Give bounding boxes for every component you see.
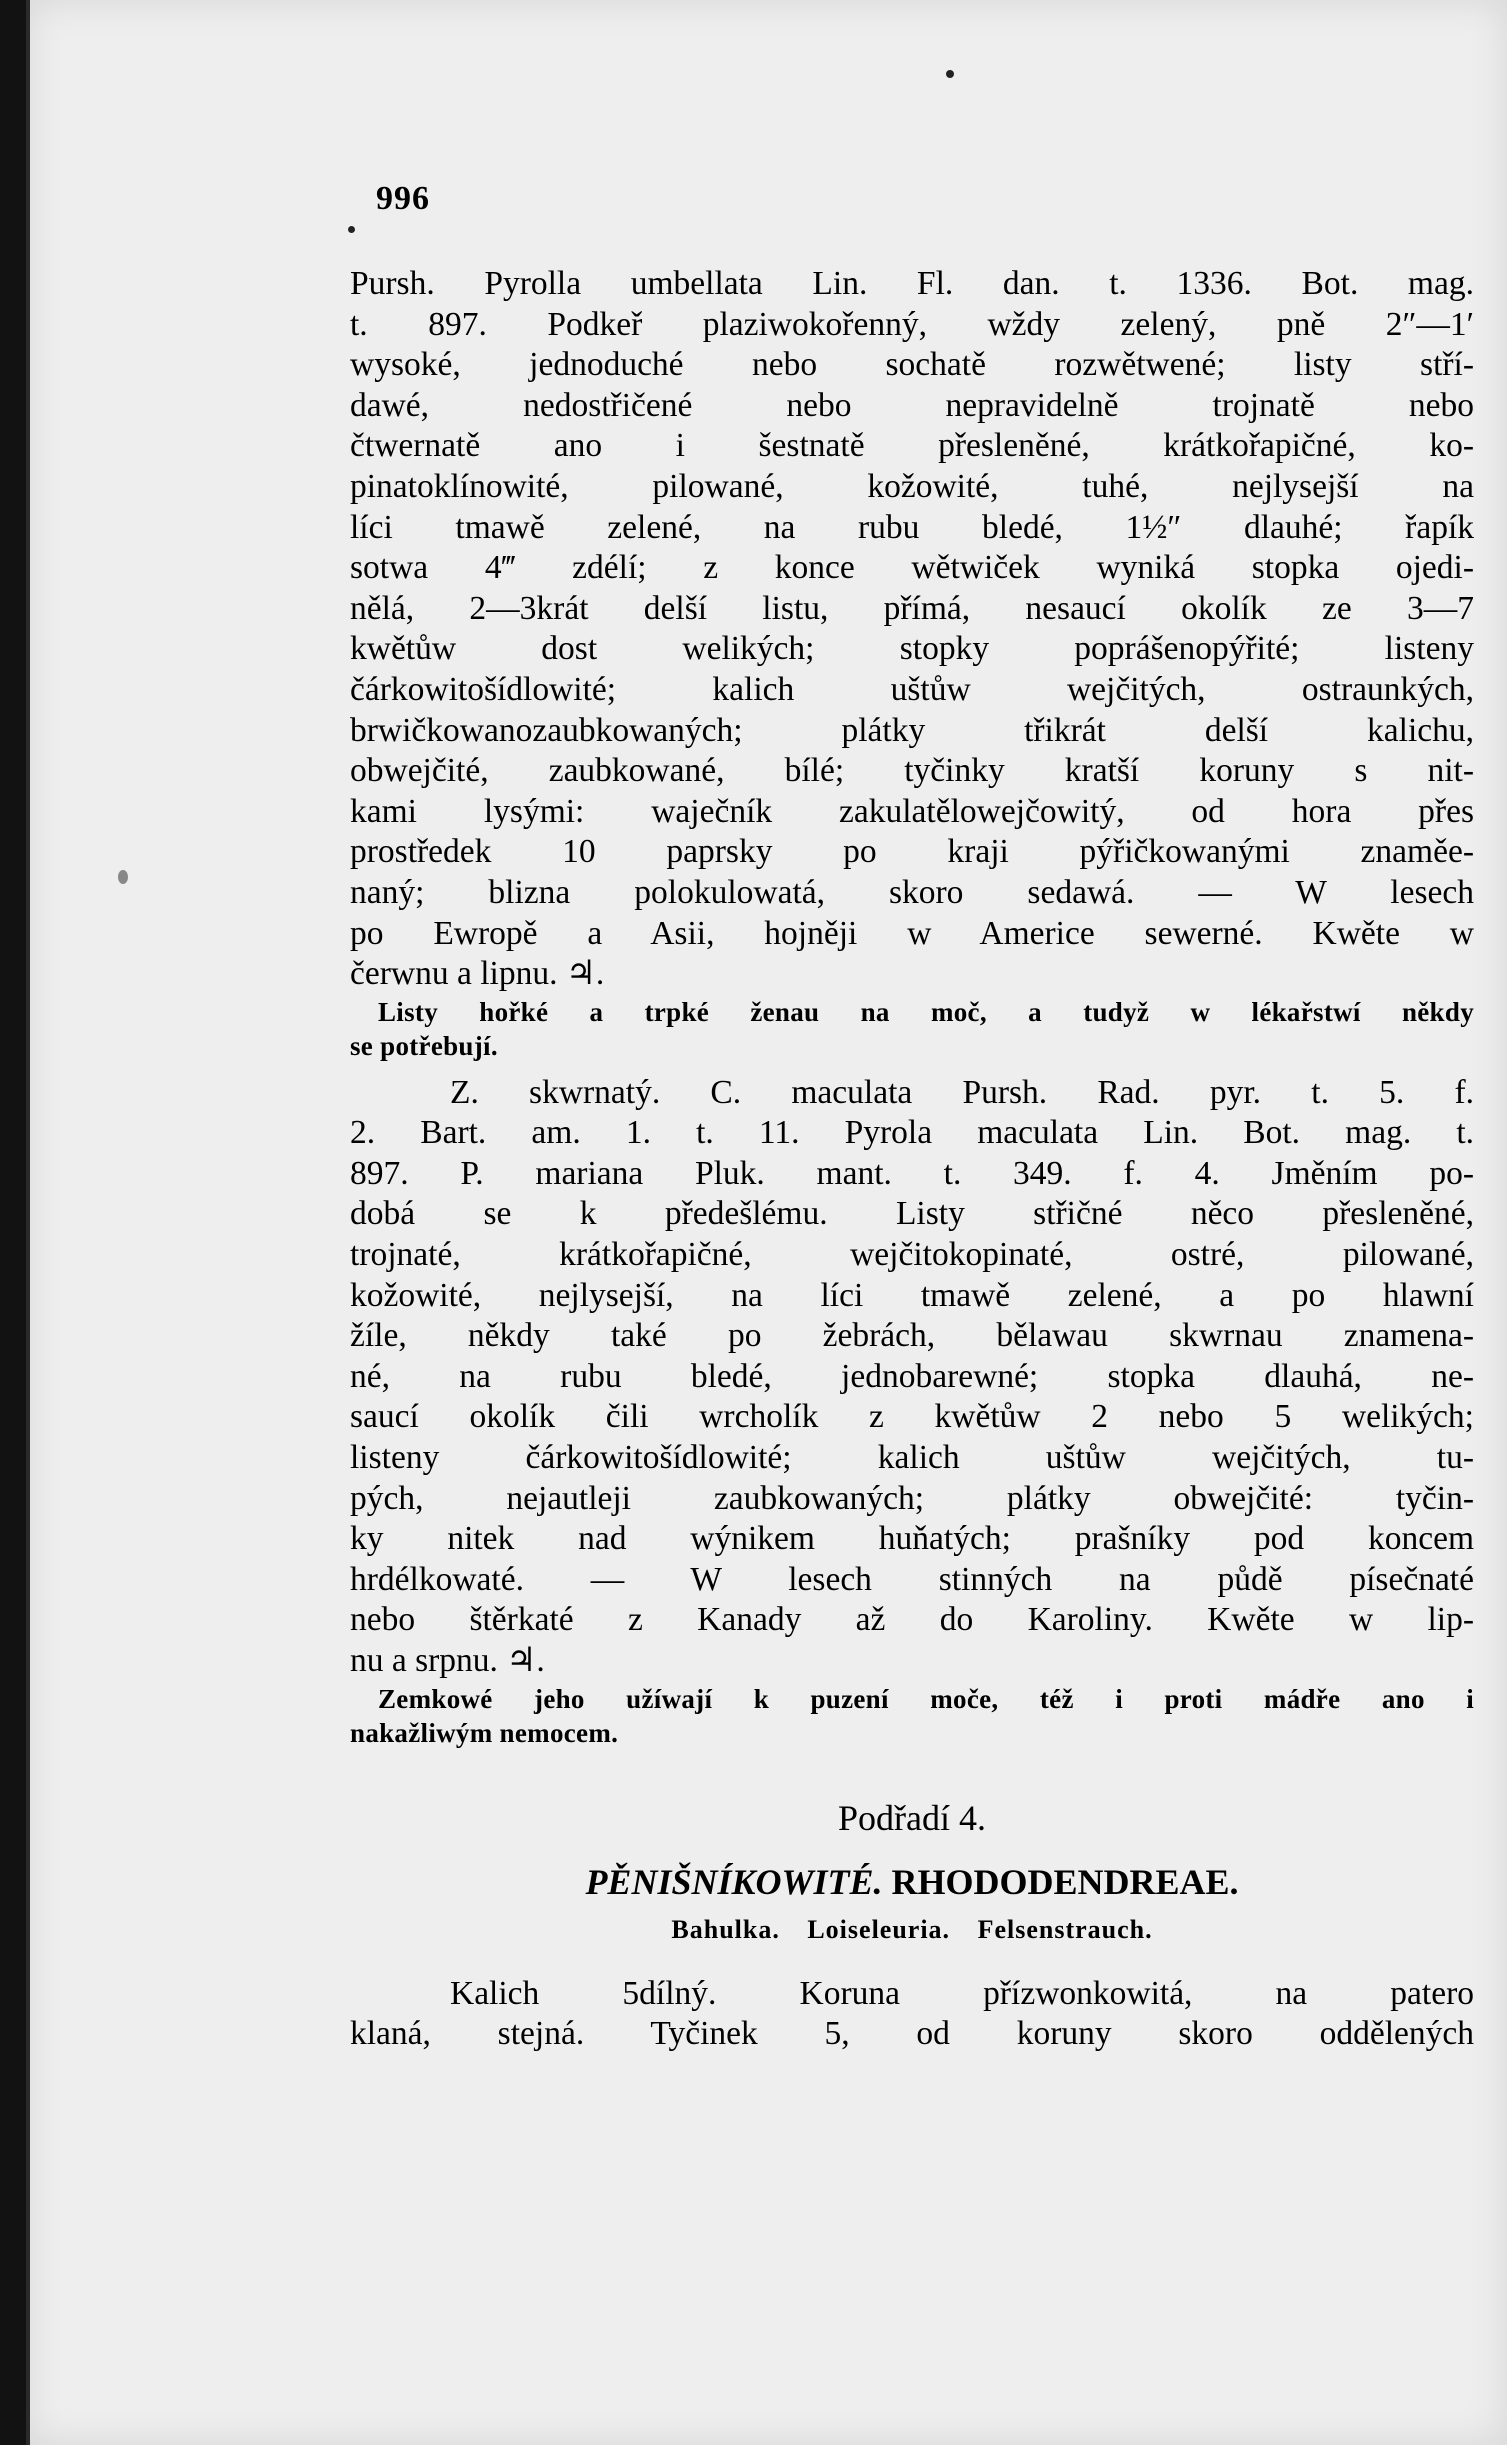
text-line: ky nitek nad wýnikem huňatých; prašníky pod koncem <box>350 1520 1474 1558</box>
text-line: líci tmawě zelené, na rubu bledé, 1½″ dlauhé; řapík <box>350 508 1474 546</box>
species-paragraph-maculata <box>350 1073 1474 1682</box>
text-line: dawé, nedostřičené nebo nepravidelně trojnatě nebo <box>350 386 1474 424</box>
text-line: kami lysými: waječník zakulatělowejčowitý, od hora přes <box>350 792 1474 830</box>
text-line: t. 897. Podkeř plaziwokořenný, wždy zelený, pně 2″—1′ <box>350 305 1474 343</box>
text-line: nebo štěrkaté z Kanady až do Karoliny. Kwěte w lip- <box>350 1601 1474 1639</box>
text-line: brwičkowanozaubkowaných; plátky třikrát delší kalichu, <box>350 711 1474 749</box>
ink-speck <box>348 226 355 233</box>
usage-note-maculata <box>350 1682 1474 1750</box>
text-line: čárkowitošídlowité; kalich uštůw wejčitých, ostraunkých, <box>350 670 1474 708</box>
text-line: 2. Bart. am. 1. t. 11. Pyrola maculata Lin. Bot. mag. t. <box>350 1114 1474 1152</box>
text-line: wysoké, jednoduché nebo sochatě rozwětwené; listy stří- <box>350 346 1474 384</box>
ink-speck <box>118 870 128 884</box>
text-line: Kalich 5dílný. Koruna přízwonkowitá, na patero <box>450 1974 1474 2012</box>
note-line: nakažliwým nemocem. <box>350 1717 619 1748</box>
note-line: se potřebují. <box>350 1030 498 1061</box>
note-line: Zemkowé jeho užíwají k puzení moče, též i proti mádře ano i <box>378 1683 1474 1714</box>
usage-note-umbellata <box>350 995 1474 1063</box>
text-line: obwejčité, zaubkowané, bílé; tyčinky kratší koruny s nit- <box>350 752 1474 790</box>
text-line: dobá se k předešlému. Listy střičné něco přesleněné, <box>350 1195 1474 1233</box>
family-heading <box>350 1858 1474 1906</box>
text-line: Pursh. Pyrolla umbellata Lin. Fl. dan. t. 1336. Bot. mag. <box>350 265 1474 302</box>
text-line: pých, nejautleji zaubkowaných; plátky obwejčité: tyčin- <box>350 1479 1474 1517</box>
text-line: kožowité, nejlysejší, na líci tmawě zelené, a po hlawní <box>350 1276 1474 1314</box>
text-line: Z. skwrnatý. C. maculata Pursh. Rad. pyr. t. 5. f. <box>450 1073 1474 1111</box>
text-line: čerwnu a lipnu. ♃. <box>350 955 605 993</box>
text-line: nělá, 2—3krát delší listu, přímá, nesaucí okolík ze 3—7 <box>350 589 1474 627</box>
text-line: pinatoklínowité, pilowané, kožowité, tuhé, nejlysejší na <box>350 467 1474 505</box>
text-line: trojnaté, krátkořapičné, wejčitokopinaté, ostré, pilowané, <box>350 1236 1474 1274</box>
page-number: 996 <box>376 180 430 217</box>
page-body <box>350 264 1474 2055</box>
genus-name: Felsenstrauch. <box>977 1914 1153 1944</box>
note-line: Listy hořké a trpké ženau na moč, a tudyž w lékařstwí někdy <box>378 996 1474 1027</box>
text-line: klaná, stejná. Tyčinek 5, od koruny skoro oddělených <box>350 2015 1474 2053</box>
text-line: prostředek 10 paprsky po kraji pýřičkowanými znaměe- <box>350 833 1474 871</box>
page-binding-edge <box>26 0 30 2445</box>
text-line: saucí okolík čili wrcholík z kwětůw 2 nebo 5 welikých; <box>350 1398 1474 1436</box>
text-line: hrdélkowaté. — W lesech stinných na půdě písečnaté <box>350 1560 1474 1598</box>
genus-name: Loiseleuria. <box>807 1914 951 1944</box>
text-line: čtwernatě ano i šestnatě přesleněné, krátkořapičné, ko- <box>350 427 1474 465</box>
text-line: nu a srpnu. ♃. <box>350 1642 545 1679</box>
text-line: po Ewropě a Asii, hojněji w Americe sewerné. Kwěte w <box>350 914 1474 952</box>
suborder-heading: Podřadí 4. <box>838 1797 986 1838</box>
species-paragraph-umbellata <box>350 264 1474 995</box>
genera-list <box>350 1912 1474 1948</box>
text-line: 897. P. mariana Pluk. mant. t. 349. f. 4. Jměním po- <box>350 1154 1474 1192</box>
text-line: listeny čárkowitošídlowité; kalich uštůw wejčitých, tu- <box>350 1439 1474 1477</box>
genus-name: Bahulka. <box>671 1914 780 1944</box>
text-line: naný; blizna polokulowatá, skoro sedawá. — W lesech <box>350 873 1474 911</box>
text-line: žíle, někdy také po žebrách, bělawau skwrnau znamena- <box>350 1317 1474 1355</box>
family-name-czech: PĚNIŠNÍKOWITÉ. <box>585 1861 883 1902</box>
text-line: sotwa 4‴ zdélí; z konce wětwiček wyniká stopka ojedi- <box>350 549 1474 587</box>
text-line: kwětůw dost welikých; stopky poprášenopýřité; listeny <box>350 630 1474 668</box>
text-line: né, na rubu bledé, jednobarewné; stopka dlauhá, ne- <box>350 1357 1474 1395</box>
family-name-latin: RHODODENDREAE. <box>891 1861 1239 1902</box>
ink-speck <box>946 70 954 78</box>
suborder-description <box>350 1974 1474 2055</box>
book-page <box>26 0 1507 2445</box>
